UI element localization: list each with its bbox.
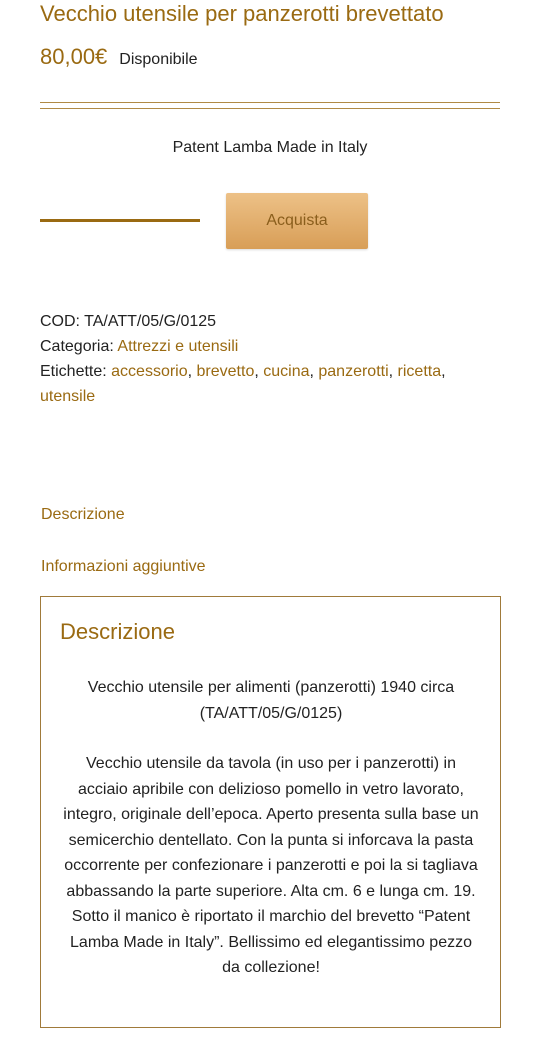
description-line: (TA/ATT/05/G/0125) <box>199 704 343 722</box>
product-price: 80,00€ <box>40 44 108 69</box>
tag-link-brevetto[interactable]: brevetto <box>196 363 255 380</box>
description-text <box>59 675 483 981</box>
tags-label: Etichette: <box>40 363 107 380</box>
sku-value: TA/ATT/05/G/0125 <box>84 313 217 330</box>
description-paragraph <box>59 675 483 726</box>
tag-link-utensile[interactable]: utensile <box>40 388 96 405</box>
panel-heading: Descrizione <box>60 619 175 644</box>
category-link[interactable]: Attrezzi e utensili <box>117 338 239 355</box>
tab-additional-info[interactable]: Informazioni aggiuntive <box>41 558 206 575</box>
category-row <box>40 334 500 359</box>
tag-separator: , <box>388 363 398 380</box>
tag-link-ricetta[interactable]: ricetta <box>397 363 442 380</box>
sku-label: COD: <box>40 313 80 330</box>
stock-status: Disponibile <box>119 51 198 68</box>
tag-link-cucina[interactable]: cucina <box>263 363 310 380</box>
tag-separator: , <box>187 363 197 380</box>
divider <box>40 102 500 109</box>
description-paragraph: Vecchio utensile da tavola (in uso per i panzerotti) in acciaio apribile con delizioso pomello in vetro lavorato, integro, originale dell’epoca. Aperto presenta sulla base un semicerchio dentellato. Con la punta si inforcava la pasta occorrente per confezionare i panzerotti e poi la si tagliava abbassando la parte superiore. Alta cm. 6 e lunga cm. 19. Sotto il manico è riportato il marchio del brevetto “Patent Lamba Made in Italy”. Bellissimo ed elegantissimo pezzo da collezione! <box>63 755 479 976</box>
tags-row <box>40 359 500 409</box>
product-meta <box>40 309 500 409</box>
short-description: Patent Lamba Made in Italy <box>172 139 368 156</box>
tag-separator: , <box>254 363 264 380</box>
tab-description[interactable]: Descrizione <box>41 506 125 523</box>
category-label: Categoria: <box>40 338 114 355</box>
description-line: Vecchio utensile per alimenti (panzerotti) 1940 circa <box>87 679 455 696</box>
tag-link-accessorio[interactable]: accessorio <box>111 363 188 380</box>
description-panel <box>40 596 501 1028</box>
buy-button[interactable]: Acquista <box>226 193 368 249</box>
tag-link-panzerotti[interactable]: panzerotti <box>318 363 389 380</box>
tag-separator: , <box>441 363 446 380</box>
sku-row <box>40 309 500 334</box>
quantity-field[interactable] <box>40 219 200 222</box>
tag-separator: , <box>309 363 319 380</box>
product-title: Vecchio utensile per panzerotti brevettato <box>40 1 444 26</box>
price-row <box>40 44 198 74</box>
